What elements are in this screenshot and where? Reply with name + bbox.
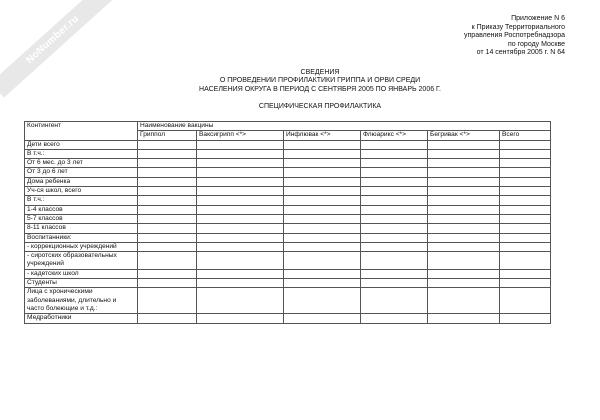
data-cell[interactable] (500, 196, 551, 205)
row-label: Воспитанники: (25, 233, 138, 242)
data-cell[interactable] (361, 252, 428, 270)
table-row (25, 140, 551, 149)
table-row (25, 187, 551, 196)
row-label: - сиротских образовательных учреждений (25, 252, 138, 270)
data-cell[interactable] (138, 279, 197, 288)
data-cell[interactable] (361, 242, 428, 251)
data-cell[interactable] (138, 177, 197, 186)
table-row (25, 159, 551, 168)
data-cell[interactable] (284, 140, 361, 149)
data-cell[interactable] (500, 279, 551, 288)
data-cell[interactable] (428, 288, 500, 314)
data-cell[interactable] (428, 269, 500, 278)
data-cell[interactable] (428, 140, 500, 149)
data-cell[interactable] (197, 140, 284, 149)
data-cell[interactable] (197, 233, 284, 242)
appendix-line: управления Роспотребнадзора (464, 32, 565, 40)
header-vaccine: Гриппол (138, 131, 197, 140)
data-cell[interactable] (197, 205, 284, 214)
data-cell[interactable] (197, 149, 284, 158)
data-cell[interactable] (500, 242, 551, 251)
data-cell[interactable] (284, 159, 361, 168)
data-cell[interactable] (138, 149, 197, 158)
data-cell[interactable] (284, 224, 361, 233)
data-cell[interactable] (500, 314, 551, 323)
data-cell[interactable] (138, 140, 197, 149)
data-cell[interactable] (361, 196, 428, 205)
table-row (25, 196, 551, 205)
data-cell[interactable] (500, 288, 551, 314)
data-cell[interactable] (138, 288, 197, 314)
data-cell[interactable] (500, 187, 551, 196)
data-cell[interactable] (428, 233, 500, 242)
data-cell[interactable] (197, 168, 284, 177)
table-row (25, 242, 551, 251)
data-cell[interactable] (361, 214, 428, 223)
data-cell[interactable] (361, 288, 428, 314)
data-cell[interactable] (500, 252, 551, 270)
data-cell[interactable] (361, 168, 428, 177)
header-vaccine-name: Наименование вакцины (138, 122, 551, 131)
row-label: Медработники (25, 314, 138, 323)
data-cell[interactable] (428, 159, 500, 168)
data-cell[interactable] (428, 252, 500, 270)
header-contingent: Контингент (25, 122, 138, 141)
appendix-line: к Приказу Территориального (471, 23, 565, 31)
data-cell[interactable] (428, 177, 500, 186)
data-cell[interactable] (361, 314, 428, 323)
data-cell[interactable] (361, 177, 428, 186)
data-cell[interactable] (428, 242, 500, 251)
data-cell[interactable] (428, 168, 500, 177)
data-cell[interactable] (197, 214, 284, 223)
data-cell[interactable] (428, 279, 500, 288)
row-label: - коррекционных учреждений (25, 242, 138, 251)
table-row (25, 224, 551, 233)
data-cell[interactable] (428, 149, 500, 158)
data-cell[interactable] (284, 242, 361, 251)
data-cell[interactable] (284, 233, 361, 242)
data-cell[interactable] (284, 288, 361, 314)
header-row (25, 122, 551, 131)
data-cell[interactable] (197, 187, 284, 196)
row-label: В т.ч.: (25, 196, 138, 205)
table-row (25, 149, 551, 158)
data-cell[interactable] (138, 233, 197, 242)
data-cell[interactable] (500, 159, 551, 168)
data-cell[interactable] (361, 279, 428, 288)
data-cell[interactable] (284, 269, 361, 278)
data-cell[interactable] (138, 159, 197, 168)
table-row (25, 314, 551, 323)
data-cell[interactable] (428, 224, 500, 233)
data-cell[interactable] (197, 252, 284, 270)
document-title (100, 69, 540, 94)
data-cell[interactable] (428, 196, 500, 205)
row-label: От 3 до 6 лет (25, 168, 138, 177)
header-vaccine: Ваксигрипп <*> (197, 131, 284, 140)
vaccination-table (24, 121, 551, 324)
data-cell[interactable] (138, 168, 197, 177)
data-cell[interactable] (284, 196, 361, 205)
data-cell[interactable] (361, 205, 428, 214)
data-cell[interactable] (361, 187, 428, 196)
row-label: В т.ч.: (25, 149, 138, 158)
appendix-reference (464, 15, 565, 58)
row-label: Дома ребенка (25, 177, 138, 186)
row-label: 1-4 классов (25, 205, 138, 214)
data-cell[interactable] (197, 196, 284, 205)
table-row (25, 269, 551, 278)
data-cell[interactable] (500, 269, 551, 278)
data-cell[interactable] (500, 149, 551, 158)
data-cell[interactable] (284, 252, 361, 270)
data-cell[interactable] (284, 314, 361, 323)
table-row (25, 279, 551, 288)
data-cell[interactable] (197, 288, 284, 314)
data-cell[interactable] (361, 233, 428, 242)
row-label: 5-7 классов (25, 214, 138, 223)
data-cell[interactable] (138, 187, 197, 196)
data-cell[interactable] (284, 149, 361, 158)
row-label: Уч-ся школ, всего (25, 187, 138, 196)
data-cell[interactable] (284, 187, 361, 196)
table-row (25, 205, 551, 214)
table-row (25, 288, 551, 314)
data-cell[interactable] (500, 177, 551, 186)
data-cell[interactable] (428, 187, 500, 196)
data-cell[interactable] (361, 140, 428, 149)
table-row (25, 214, 551, 223)
data-cell[interactable] (500, 205, 551, 214)
data-cell[interactable] (138, 242, 197, 251)
appendix-line: от 14 сентября 2005 г. N 64 (476, 49, 565, 57)
data-cell[interactable] (197, 269, 284, 278)
data-cell[interactable] (197, 177, 284, 186)
data-cell[interactable] (428, 214, 500, 223)
watermark: NoNumber.ru (0, 0, 115, 98)
data-cell[interactable] (361, 149, 428, 158)
header-vaccine: Инфлювак <*> (284, 131, 361, 140)
row-label: Студенты (25, 279, 138, 288)
table-row (25, 252, 551, 270)
table-row (25, 233, 551, 242)
data-cell[interactable] (138, 205, 197, 214)
data-cell[interactable] (428, 205, 500, 214)
row-label: Дети всего (25, 140, 138, 149)
data-cell[interactable] (284, 177, 361, 186)
title-line: НАСЕЛЕНИЯ ОКРУГА В ПЕРИОД С СЕНТЯБРЯ 2005 ПО ЯНВАРЬ 2006 Г. (199, 85, 441, 93)
data-cell[interactable] (361, 269, 428, 278)
data-cell[interactable] (197, 159, 284, 168)
data-cell[interactable] (500, 140, 551, 149)
row-label: 8-11 классов (25, 224, 138, 233)
title-line: СВЕДЕНИЯ (300, 69, 340, 76)
data-cell[interactable] (500, 168, 551, 177)
data-cell[interactable] (500, 224, 551, 233)
data-cell[interactable] (284, 214, 361, 223)
data-cell[interactable] (138, 196, 197, 205)
table-row (25, 168, 551, 177)
data-cell[interactable] (500, 233, 551, 242)
appendix-line: Приложение N 6 (511, 15, 565, 22)
header-vaccine: Флюарикс <*> (361, 131, 428, 140)
data-cell[interactable] (500, 214, 551, 223)
data-cell[interactable] (284, 168, 361, 177)
table-row (25, 177, 551, 186)
row-label: От 6 мес. до 3 лет (25, 159, 138, 168)
data-cell[interactable] (138, 252, 197, 270)
document-subtitle: СПЕЦИФИЧЕСКАЯ ПРОФИЛАКТИКА (258, 103, 382, 110)
data-cell[interactable] (197, 242, 284, 251)
title-line: О ПРОВЕДЕНИИ ПРОФИЛАКТИКИ ГРИППА И ОРВИ СРЕДИ (219, 77, 421, 85)
data-cell[interactable] (138, 314, 197, 323)
data-cell[interactable] (197, 314, 284, 323)
data-cell[interactable] (138, 214, 197, 223)
data-cell[interactable] (284, 205, 361, 214)
data-cell[interactable] (361, 224, 428, 233)
appendix-line: по городу Москве (508, 40, 565, 48)
data-cell[interactable] (138, 269, 197, 278)
data-cell[interactable] (197, 279, 284, 288)
row-label: - кадетских школ (25, 269, 138, 278)
data-cell[interactable] (138, 224, 197, 233)
row-label: Лица с хроническими заболеваниями, длительно и часто болеющие и т.д.: (25, 288, 138, 314)
header-vaccine: Бегривак <*> (428, 131, 500, 140)
data-cell[interactable] (284, 279, 361, 288)
data-cell[interactable] (361, 159, 428, 168)
data-cell[interactable] (428, 314, 500, 323)
header-total: Всего (500, 131, 551, 140)
data-cell[interactable] (197, 224, 284, 233)
